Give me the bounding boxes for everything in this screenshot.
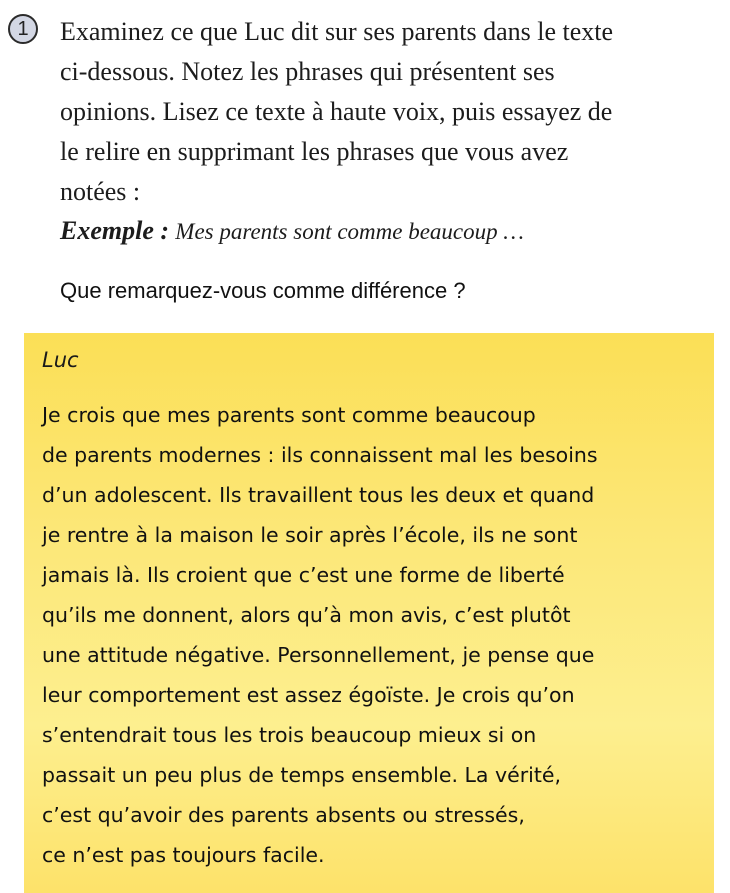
exercise-number-badge: 1 [8, 14, 38, 44]
passage-line: de parents modernes : ils connaissent mal les besoins [42, 443, 598, 467]
passage-line: ce n’est pas toujours facile. [42, 843, 325, 867]
reading-text-box [24, 333, 714, 893]
instruction-line: le relire en supprimant les phrases que vous avez [60, 137, 569, 166]
instruction-line: opinions. Lisez ce texte à haute voix, puis essayez de [60, 97, 613, 126]
passage-line: qu’ils me donnent, alors qu’à mon avis, c’est plutôt [42, 603, 571, 627]
passage-line: c’est qu’avoir des parents absents ou stressés, [42, 803, 525, 827]
exercise-instructions [60, 12, 725, 212]
passage-line: s’entendrait tous les trois beaucoup mieux si on [42, 723, 537, 747]
example-label: Exemple : [60, 216, 170, 245]
passage-line: je rentre à la maison le soir après l’école, ils ne sont [42, 523, 578, 547]
passage-line: d’un adolescent. Ils travaillent tous les deux et quand [42, 483, 595, 507]
example-text: Mes parents sont comme beaucoup … [175, 219, 524, 244]
instruction-line: notées : [60, 177, 141, 206]
instruction-line: Examinez ce que Luc dit sur ses parents dans le texte [60, 17, 614, 46]
passage-line: passait un peu plus de temps ensemble. La vérité, [42, 763, 562, 787]
example-line [60, 212, 524, 251]
passage-line: jamais là. Ils croient que c’est une forme de liberté [42, 563, 565, 587]
reading-passage [42, 395, 707, 875]
passage-line: leur comportement est assez égoïste. Je crois qu’on [42, 683, 575, 707]
author-name: Luc [42, 348, 79, 372]
passage-line: Je crois que mes parents sont comme beaucoup [42, 403, 536, 427]
instruction-line: ci-dessous. Notez les phrases qui présentent ses [60, 57, 555, 86]
passage-line: une attitude négative. Personnellement, je pense que [42, 643, 595, 667]
question-text: Que remarquez-vous comme différence ? [60, 278, 466, 303]
